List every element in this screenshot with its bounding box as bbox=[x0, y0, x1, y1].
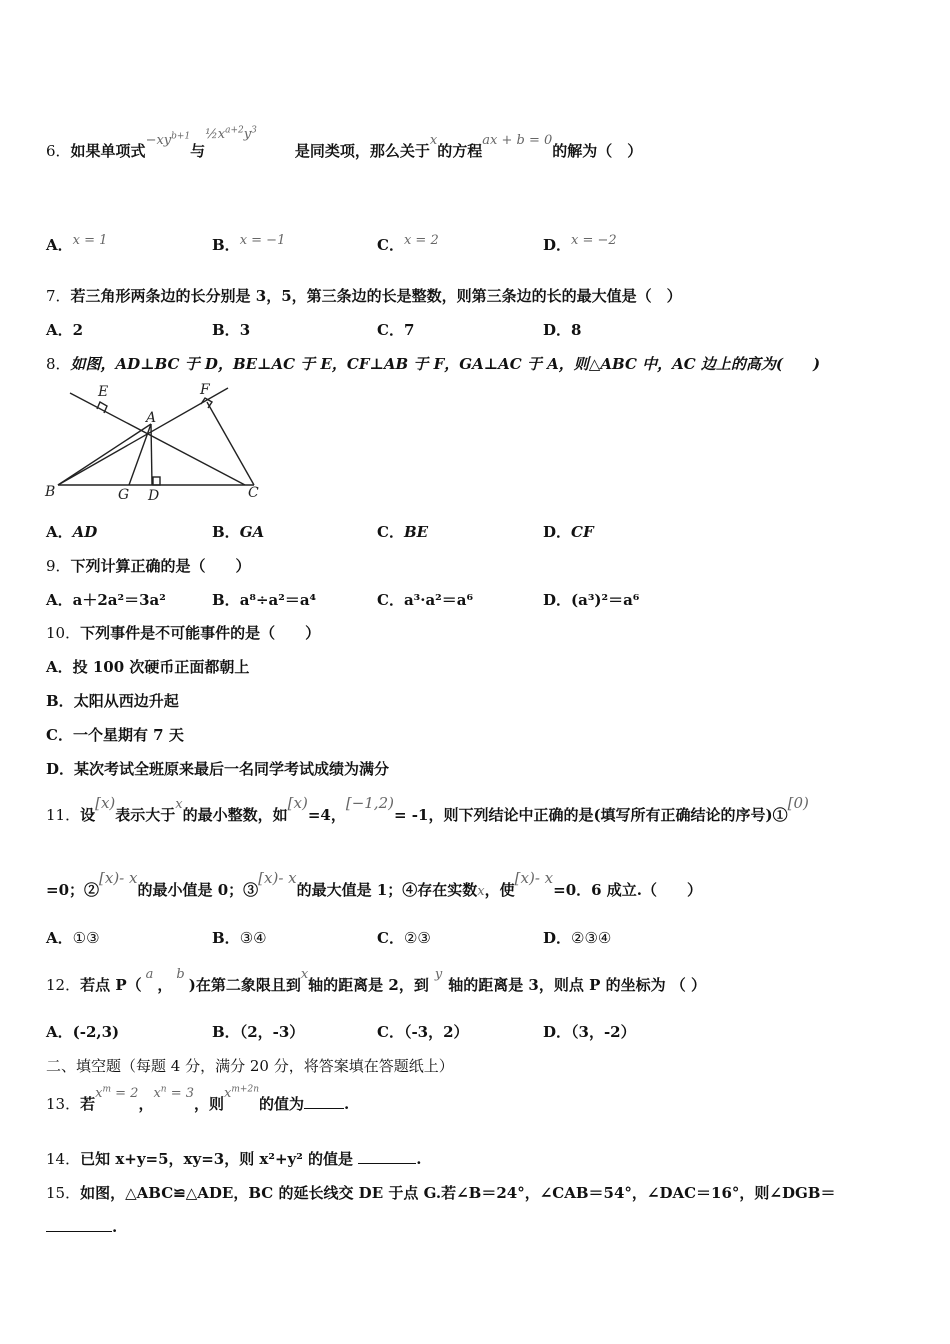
label-g: G bbox=[118, 487, 130, 503]
q6-m2-yexp: 3 bbox=[251, 125, 257, 136]
label-a: A bbox=[146, 410, 157, 426]
label-d: D bbox=[148, 488, 160, 504]
q12-text-1: 若点 P（ bbox=[80, 976, 142, 994]
q6-text-2: 与 bbox=[190, 142, 206, 160]
q13-m3-exp: m+2n bbox=[231, 1084, 259, 1095]
line-ae-extended bbox=[70, 393, 245, 485]
q8-text: 如图，AD⊥BC 于 D，BE⊥AC 于 E，CF⊥AB 于 F，GA⊥AC 于 A，则△ABC 中，AC 边上的高为( ) bbox=[70, 355, 821, 373]
q12-text-4: 轴的距离是 2，到 bbox=[308, 976, 429, 994]
label-f: F bbox=[200, 382, 210, 398]
q6-option-c[interactable] bbox=[377, 234, 439, 255]
q13-text-3: ，则 bbox=[194, 1095, 225, 1113]
q13-text-2: ， bbox=[138, 1095, 154, 1113]
q13-text-1: 若 bbox=[80, 1095, 96, 1113]
q7-option-c[interactable] bbox=[377, 319, 414, 340]
q11-option-a[interactable] bbox=[46, 927, 100, 948]
q8-option-b[interactable] bbox=[212, 521, 264, 542]
q10-option-d-label: D． bbox=[46, 760, 75, 778]
q11-stem-line1 bbox=[46, 794, 809, 825]
q6-option-a-value: x = 1 bbox=[72, 233, 108, 248]
q9-option-d-label: D． bbox=[543, 591, 572, 609]
q7-option-a[interactable] bbox=[46, 319, 83, 340]
q12-option-b-value: （2，-3） bbox=[239, 1023, 305, 1041]
q11-text-5: = -1，则下列结论中正确的是(填写所有正确结论的序号)① bbox=[393, 806, 788, 824]
q6-m1-exp: b+1 bbox=[171, 131, 191, 142]
q11-number: 11． bbox=[46, 806, 81, 824]
q6-option-b[interactable] bbox=[212, 234, 285, 255]
q15-text: 如图，△ABC≌△ADE，BC 的延长线交 DE 于点 G.若∠B＝24°，∠CAB＝54°，∠DAC＝16°，则∠DGB＝ bbox=[80, 1184, 836, 1202]
q10-option-a[interactable] bbox=[46, 656, 249, 677]
q6-option-a[interactable] bbox=[46, 234, 107, 255]
q8-stem bbox=[46, 353, 820, 374]
q11-math-5: [x)- x bbox=[99, 869, 138, 887]
q14-answer-blank[interactable] bbox=[358, 1151, 416, 1164]
q9-option-c[interactable] bbox=[377, 589, 473, 610]
q11-math-3: [−1,2) bbox=[345, 794, 394, 812]
label-e: E bbox=[98, 384, 109, 400]
q13-m2-rhs: = 3 bbox=[166, 1086, 195, 1101]
q6-text-4: 的方程 bbox=[437, 142, 483, 160]
q6-number: 6． bbox=[46, 142, 71, 160]
q13-number: 13． bbox=[46, 1095, 81, 1113]
q6-stem bbox=[46, 125, 643, 161]
q7-option-a-value: 2 bbox=[72, 321, 84, 339]
q12-var-b: b bbox=[176, 967, 185, 982]
q10-option-a-value: 投 100 次硬币正面都朝上 bbox=[72, 658, 250, 676]
q12-var-x: x bbox=[300, 967, 309, 982]
q8-option-d-label: D． bbox=[543, 523, 572, 541]
q10-option-b[interactable] bbox=[46, 690, 179, 711]
q9-stem bbox=[46, 555, 251, 576]
q11-text-3: 的最小整数，如 bbox=[182, 806, 288, 824]
q13-text-4: 的值为 bbox=[259, 1095, 305, 1113]
q6-monomial-2 bbox=[205, 127, 257, 142]
q13-m1-base: x bbox=[95, 1086, 103, 1101]
q7-number: 7． bbox=[46, 287, 71, 305]
q15-number: 15． bbox=[46, 1184, 81, 1202]
q10-option-c-label: C． bbox=[46, 726, 73, 744]
q11-line2-c: 的最大值是 1；④存在实数 bbox=[296, 881, 478, 899]
q14-text: 已知 x+y=5，xy=3，则 x²+y² 的值是 bbox=[80, 1150, 359, 1168]
q7-option-b-label: B． bbox=[212, 321, 240, 339]
q12-option-c-label: C． bbox=[377, 1023, 404, 1041]
q7-option-b[interactable] bbox=[212, 319, 250, 340]
q12-option-b-label: B． bbox=[212, 1023, 240, 1041]
q6-m2-exp: a+2 bbox=[225, 125, 244, 136]
q14-number: 14． bbox=[46, 1150, 81, 1168]
q12-stem bbox=[46, 967, 707, 995]
q14-stem bbox=[46, 1148, 421, 1169]
q11-math-7: x bbox=[477, 884, 485, 899]
q7-option-d[interactable] bbox=[543, 319, 581, 340]
q12-option-c[interactable] bbox=[377, 1021, 469, 1042]
q15-stem bbox=[46, 1182, 835, 1203]
q10-number: 10． bbox=[46, 624, 81, 642]
q10-option-c-value: 一个星期有 7 天 bbox=[72, 726, 184, 744]
q11-var-x: x bbox=[175, 797, 183, 812]
q11-option-d[interactable] bbox=[543, 927, 611, 948]
line-ad bbox=[151, 424, 152, 485]
q10-option-b-value: 太阳从西边升起 bbox=[73, 692, 179, 710]
q12-option-d[interactable] bbox=[543, 1021, 636, 1042]
q7-option-c-label: C． bbox=[377, 321, 404, 339]
q13-m1-exp: m bbox=[102, 1084, 111, 1095]
q9-option-a-label: A． bbox=[46, 591, 73, 609]
q9-option-c-value: a³·a²＝a⁶ bbox=[403, 591, 474, 609]
q6-m1-base: −xy bbox=[145, 133, 172, 148]
q8-option-d[interactable] bbox=[543, 521, 594, 542]
q6-option-d-value: x = −2 bbox=[571, 233, 617, 248]
q13-m2-base: x bbox=[153, 1086, 161, 1101]
q11-option-b-label: B． bbox=[212, 929, 240, 947]
q7-option-a-label: A． bbox=[46, 321, 73, 339]
q13-text-5: . bbox=[344, 1095, 350, 1113]
q9-option-d[interactable] bbox=[543, 589, 639, 610]
q12-option-d-value: （3，-2） bbox=[571, 1023, 636, 1041]
q9-option-b-label: B． bbox=[212, 591, 240, 609]
q13-answer-blank[interactable] bbox=[304, 1096, 344, 1109]
q8-option-a[interactable] bbox=[46, 521, 97, 542]
line-ga bbox=[129, 424, 151, 485]
right-angle-d bbox=[153, 477, 160, 485]
q11-text-1: 设 bbox=[80, 806, 96, 824]
q11-line2-a: =0；② bbox=[46, 881, 100, 899]
q6-m2-coef: ½ bbox=[205, 127, 218, 142]
q6-m2-y: y bbox=[243, 127, 252, 142]
q9-text: 下列计算正确的是（ ） bbox=[70, 557, 251, 575]
q11-option-c-label: C． bbox=[377, 929, 404, 947]
q12-option-d-label: D． bbox=[543, 1023, 572, 1041]
q8-option-b-value: GA bbox=[239, 523, 265, 541]
q11-stem-line2 bbox=[46, 869, 703, 900]
q13-math-2 bbox=[153, 1086, 194, 1101]
q13-stem bbox=[46, 1084, 350, 1114]
q6-option-c-label: C． bbox=[377, 236, 404, 254]
q7-option-d-label: D． bbox=[543, 321, 572, 339]
q9-option-a[interactable] bbox=[46, 589, 166, 610]
q6-text-3: 是同类项，那么关于 bbox=[294, 142, 430, 160]
q10-option-a-label: A． bbox=[46, 658, 73, 676]
q8-option-a-value: AD bbox=[72, 523, 98, 541]
q14-end: . bbox=[416, 1150, 422, 1168]
q12-text-2: ， bbox=[157, 976, 173, 994]
q11-math-8: [x)- x bbox=[514, 869, 554, 887]
q9-option-a-value: a＋2a²＝3a² bbox=[72, 591, 166, 609]
q11-option-d-label: D． bbox=[543, 929, 572, 947]
section-2-heading: 二、填空题（每题 4 分，满分 20 分，将答案填在答题纸上） bbox=[46, 1057, 454, 1075]
q9-option-d-value: (a³)²＝a⁶ bbox=[571, 591, 640, 609]
q9-option-b[interactable] bbox=[212, 589, 316, 610]
q13-math-3 bbox=[224, 1086, 259, 1101]
q11-option-d-value: ②③④ bbox=[571, 929, 612, 947]
q11-math-6: [x)- x bbox=[258, 869, 297, 887]
q12-option-a-label: A． bbox=[46, 1023, 73, 1041]
q13-m2-exp: n bbox=[160, 1084, 167, 1095]
q6-option-b-value: x = −1 bbox=[239, 233, 286, 248]
q8-option-c-label: C． bbox=[377, 523, 404, 541]
q11-text-2: 表示大于 bbox=[115, 806, 176, 824]
q12-option-a[interactable] bbox=[46, 1021, 119, 1042]
q13-m3-base: x bbox=[224, 1086, 232, 1101]
q6-option-d[interactable] bbox=[543, 234, 617, 255]
q6-equation: ax + b = 0 bbox=[482, 133, 553, 148]
q8-option-c[interactable] bbox=[377, 521, 428, 542]
q11-math-1: [x) bbox=[95, 794, 116, 812]
q10-option-d[interactable] bbox=[46, 758, 389, 779]
q12-text-3: )在第二象限且到 bbox=[188, 976, 301, 994]
q12-option-a-value: (-2,3) bbox=[72, 1023, 120, 1041]
q6-text-1: 如果单项式 bbox=[70, 142, 146, 160]
q15-answer-blank[interactable] bbox=[46, 1219, 112, 1232]
q11-line2-d: ，使 bbox=[484, 881, 515, 899]
q10-stem bbox=[46, 622, 320, 643]
q15-answer-line bbox=[46, 1218, 117, 1236]
q11-option-a-value: ①③ bbox=[72, 929, 100, 947]
q8-number: 8． bbox=[46, 355, 71, 373]
q10-option-b-label: B． bbox=[46, 692, 74, 710]
q8-figure bbox=[40, 378, 280, 506]
q10-option-c[interactable] bbox=[46, 724, 184, 745]
q8-option-d-value: CF bbox=[571, 523, 594, 541]
q6-m2-x: x bbox=[217, 127, 226, 142]
q12-text-5: 轴的距离是 3，则点 P 的坐标为 （ ） bbox=[448, 976, 707, 994]
q7-option-d-value: 8 bbox=[571, 321, 582, 339]
q11-text-4: =4， bbox=[307, 806, 346, 824]
q6-option-c-value: x = 2 bbox=[403, 233, 439, 248]
q15-end: . bbox=[112, 1218, 118, 1236]
q11-math-2: [x) bbox=[287, 794, 308, 812]
q8-option-c-value: BE bbox=[403, 523, 429, 541]
q7-stem bbox=[46, 285, 682, 306]
q11-option-b-value: ③④ bbox=[239, 929, 267, 947]
q11-line2-b: 的最小值是 0；③ bbox=[137, 881, 259, 899]
q6-monomial-1 bbox=[146, 133, 191, 148]
q6-option-b-label: B． bbox=[212, 236, 240, 254]
q9-option-b-value: a⁸÷a²＝a⁴ bbox=[239, 591, 317, 609]
label-b: B bbox=[45, 484, 56, 500]
q12-number: 12． bbox=[46, 976, 81, 994]
q12-option-b[interactable] bbox=[212, 1021, 304, 1042]
q11-line2-e: =0．6 成立.（ ） bbox=[553, 881, 703, 899]
q13-math-1 bbox=[95, 1086, 138, 1101]
q7-option-b-value: 3 bbox=[239, 321, 251, 339]
q10-option-d-value: 某次考试全班原来最后一名同学考试成绩为满分 bbox=[74, 760, 390, 778]
q11-option-c[interactable] bbox=[377, 927, 431, 948]
q13-m1-rhs: = 2 bbox=[111, 1086, 139, 1101]
q8-option-a-label: A． bbox=[46, 523, 73, 541]
q11-option-a-label: A． bbox=[46, 929, 73, 947]
q6-option-a-label: A． bbox=[46, 236, 73, 254]
line-bf-side bbox=[58, 424, 151, 485]
q7-option-c-value: 7 bbox=[403, 321, 415, 339]
q7-text: 若三角形两条边的长分别是 3，5，第三条边的长是整数，则第三条边的长的最大值是（ ） bbox=[70, 287, 682, 305]
q6-text-5: 的解为（ ） bbox=[552, 142, 643, 160]
q12-option-c-value: （-3，2） bbox=[403, 1023, 469, 1041]
q6-var-x: x bbox=[429, 133, 438, 148]
line-ce-side bbox=[207, 402, 254, 485]
q9-option-c-label: C． bbox=[377, 591, 404, 609]
q10-text: 下列事件是不可能事件的是（ ） bbox=[80, 624, 321, 642]
q8-option-b-label: B． bbox=[212, 523, 240, 541]
q12-var-a: a bbox=[145, 967, 154, 982]
q12-var-y: y bbox=[434, 967, 443, 982]
label-c: C bbox=[248, 485, 259, 501]
q11-math-4: [0) bbox=[787, 794, 809, 812]
q11-option-c-value: ②③ bbox=[403, 929, 431, 947]
q11-option-b[interactable] bbox=[212, 927, 267, 948]
q6-option-d-label: D． bbox=[543, 236, 572, 254]
q9-number: 9． bbox=[46, 557, 71, 575]
